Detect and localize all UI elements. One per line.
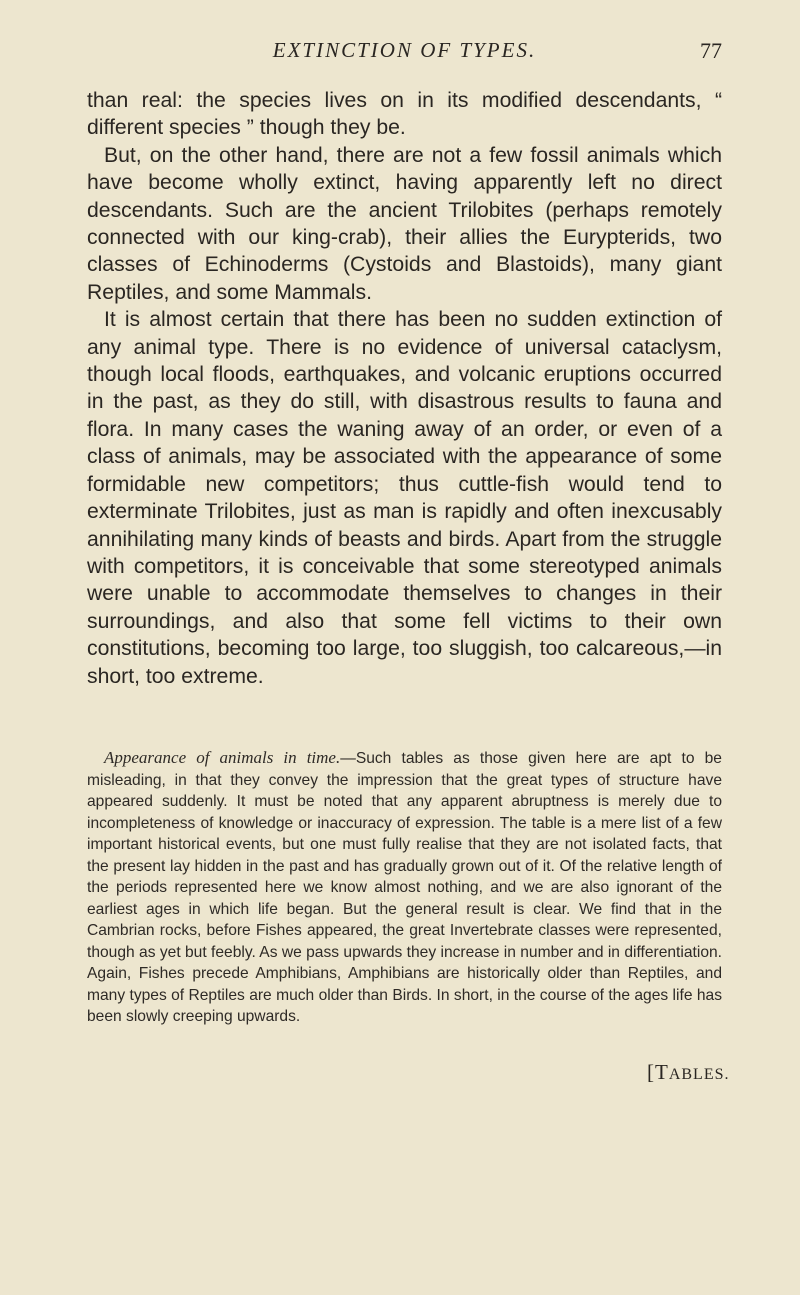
catchword-initial: T bbox=[655, 1060, 669, 1084]
catchword-bracket: [ bbox=[647, 1060, 655, 1084]
note-lead: Appearance of animals in time. bbox=[104, 748, 341, 767]
paragraph: than real: the species lives on in its modified descendants, “ different species ” though they be. bbox=[87, 89, 722, 140]
catchword-rest: ABLES. bbox=[668, 1066, 730, 1083]
catchword bbox=[647, 1060, 730, 1085]
paragraph: It is almost certain that there has been no sudden extinction of any animal type. There is no evidence of universal cataclysm, though local floods, earthquakes, and volcanic eruptions occurred in the past, as they do still, with disastrous results to fauna and flora. In many cases the waning away of an order, or even of a class of animals, may be associated with the appearance of some formidable new competitors; thus cuttle-fish would tend to exterminate Trilobites, just as man is rapidly and often inexcusably annihilating many kinds of beasts and birds. Apart from the struggle with competitors, it is conceivable that some stereotyped animals were unable to accommodate themselves to changes in their surroundings, and also that some fell victims to their own constitutions, becoming too large, too sluggish, too calcareous,—in short, too extreme. bbox=[87, 308, 722, 688]
note-text: —Such tables as those given here are apt to be misleading, in that they convey the impression that the great types of structure have appeared suddenly. It must be noted that any apparent abruptness is merely due to incompleteness of knowledge or inaccuracy of expression. The table is a mere list of a few important historical events, but one must fully realise that they are not isolated facts, that the present lay hidden in the past and has gradually grown out of it. Of the relative length of the periods represented here we know almost nothing, and we are also ignorant of the earliest ages in which life began. But the general result is clear. We find that in the Cambrian rocks, before Fishes appeared, the great Invertebrate classes were represented, though as yet but feebly. As we pass upwards they increase in number and in differentiation. Again, Fishes precede Amphibians, Amphibians are historically older than Reptiles, and many types of Reptiles are much older than Birds. In short, in the course of the ages life has been slowly creeping upwards. bbox=[87, 750, 722, 1025]
running-head bbox=[87, 32, 722, 66]
running-title: EXTINCTION OF TYPES. bbox=[272, 38, 537, 62]
paragraph: But, on the other hand, there are not a few fossil animals which have become wholly extinct, having apparently left no direct descendants. Such are the ancient Trilobites (perhaps remotely connected with our king-crab), their allies the Eurypterids, two classes of Echinoderms (Cystoids and Blastoids), many giant Reptiles, and some Mammals. bbox=[87, 143, 722, 304]
page-number: 77 bbox=[700, 38, 722, 63]
main-text bbox=[87, 87, 722, 690]
side-note bbox=[87, 747, 722, 1028]
